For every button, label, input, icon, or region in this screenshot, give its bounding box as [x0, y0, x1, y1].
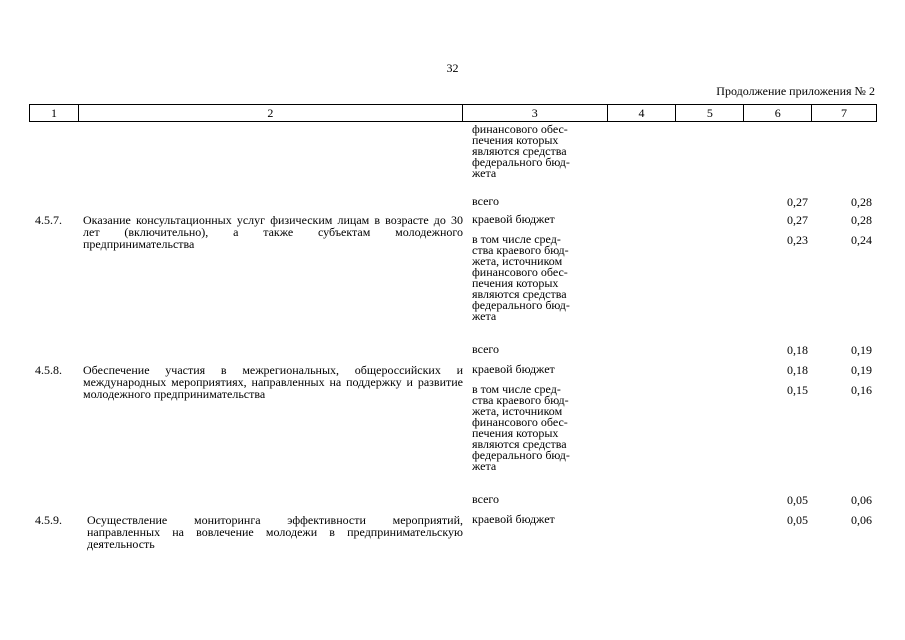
column-header-2: 2	[78, 105, 462, 122]
column-header-7: 7	[812, 105, 877, 122]
column-header-3: 3	[462, 105, 607, 122]
item-459-total-col7: 0,06	[851, 493, 872, 507]
item-458-description: Обеспечение участия в межрегиональных, общероссийских и международных мероприятиях, направленных на поддержку и развитие молодежного предпринимательства	[83, 363, 463, 401]
item-457-federal-col7: 0,24	[851, 233, 872, 247]
column-header-6: 6	[744, 105, 812, 122]
item-458-federal-col6: 0,15	[787, 383, 808, 397]
item-459-regional-col6: 0,05	[787, 513, 808, 527]
column-header-1: 1	[30, 105, 79, 122]
item-459-number: 4.5.9.	[35, 513, 62, 527]
item-457-federal-col6: 0,23	[787, 233, 808, 247]
item-457-number: 4.5.7.	[35, 213, 62, 227]
column-header-4: 4	[607, 105, 676, 122]
item-459-source-total: всего	[472, 492, 500, 506]
item-457-source-federal: в том числе сред- ства краевого бюд- жета, источником финансового обес- печения которых являются средства федерального бюд- жета	[472, 232, 570, 323]
item-457-regional-col6: 0,27	[787, 213, 808, 227]
carryover-source-text: финансового обес- печения которых являются средства федерального бюд- жета	[472, 122, 570, 180]
item-458-source-regional: краевой бюджет	[472, 362, 555, 376]
item-458-total-col6: 0,18	[787, 343, 808, 357]
item-457-description: Оказание консультационных услуг физическим лицам в возрасте до 30 лет (включительно), а также субъектам молодежного предпринимательства	[83, 213, 463, 251]
item-457-source-total: всего	[472, 194, 500, 208]
item-457-total-col7: 0,28	[851, 195, 872, 209]
item-457-source-regional: краевой бюджет	[472, 212, 555, 226]
item-459-regional-col7: 0,06	[851, 513, 872, 527]
item-457-total-col6: 0,27	[787, 195, 808, 209]
item-458-source-total: всего	[472, 342, 500, 356]
column-header-table	[29, 104, 877, 122]
continuation-label: Продолжение приложения № 2	[716, 84, 875, 98]
item-459-total-col6: 0,05	[787, 493, 808, 507]
item-459-source-regional: краевой бюджет	[472, 512, 555, 526]
column-header-5: 5	[676, 105, 744, 122]
item-458-number: 4.5.8.	[35, 363, 62, 377]
item-458-federal-col7: 0,16	[851, 383, 872, 397]
item-458-source-federal: в том числе сред- ства краевого бюд- жета, источником финансового обес- печения которых являются средства федерального бюд- жета	[472, 382, 570, 473]
column-header-row	[30, 105, 877, 122]
item-458-regional-col7: 0,19	[851, 363, 872, 377]
item-459-description: Осуществление мониторинга эффективности мероприятий, направленных на вовлечение молодежи в предпринимательскую деятельность	[87, 513, 463, 551]
item-458-total-col7: 0,19	[851, 343, 872, 357]
page-number: 32	[446, 61, 459, 75]
item-457-regional-col7: 0,28	[851, 213, 872, 227]
item-458-regional-col6: 0,18	[787, 363, 808, 377]
